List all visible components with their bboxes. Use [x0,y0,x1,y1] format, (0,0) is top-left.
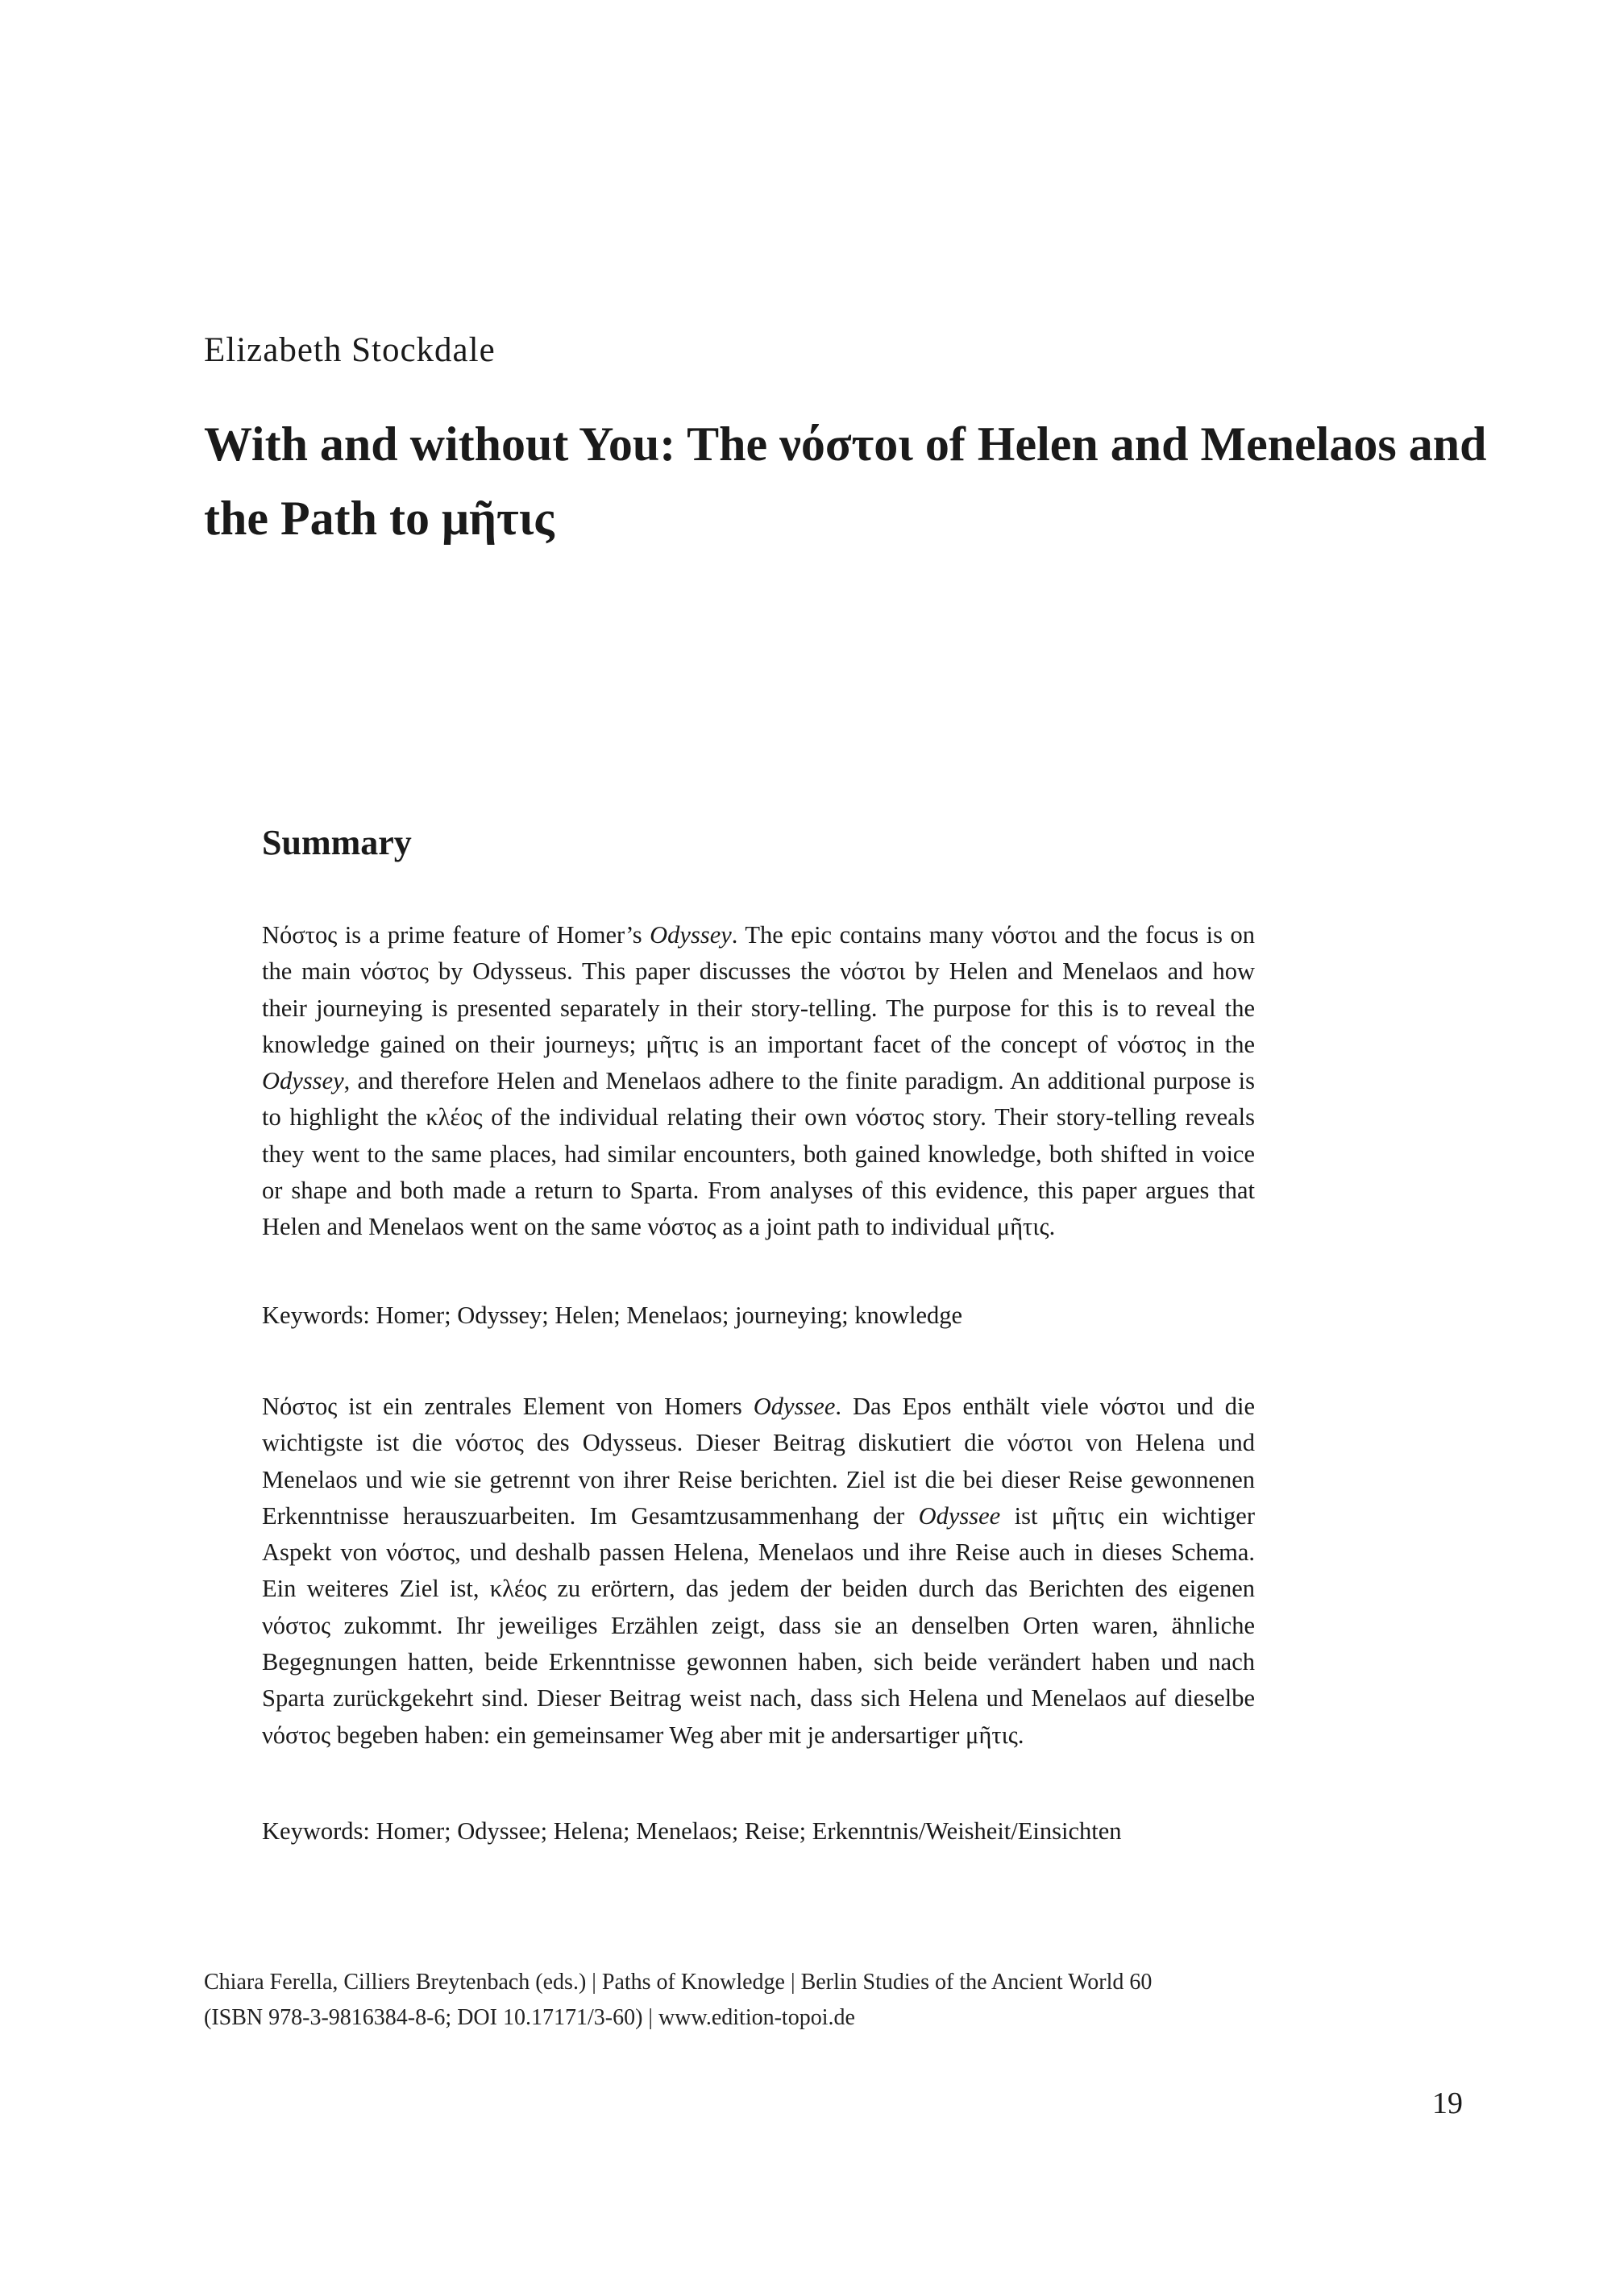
publication-footer [204,1965,1332,2036]
abstract-en-text-1: Νόστος is a prime feature of Homer’s [262,921,650,949]
abstract-de-text-2: . Das Epos enthält viele νόστοι und die wichtigste ist die νόστος des Odysseus. Dieser Beitrag diskutiert die νόστοι von Helena und Menelaos und wie sie getrennt von ihrer Reise berichten. Ziel ist die bei dieser Reise gewonnenen Erkenntnisse herauszuarbeiten. Im Gesamtzusammenhang der [262,1393,1255,1530]
summary-heading: Summary [262,823,412,862]
keywords-english: Keywords: Homer; Odyssey; Helen; Menelaos; journeying; knowledge [262,1302,963,1329]
abstract-de-text-3: ist μῆτις ein wichtiger Aspekt von νόστος, und deshalb passen Helena, Menelaos und ihre Reise auch in dieses Schema. Ein weiteres Ziel ist, κλέος zu erörtern, das jedem der beiden durch das Berichten des eigenen νόστος zukommt. Ihr jeweiliges Erzählen zeigt, dass sie an denselben Orten waren, ähnliche Begegnungen hatten, beide Erkenntnisse gewonnen haben, sich beide verändert haben und nach Sparta zurückgekehrt sind. Dieser Beitrag weist nach, dass sich Helena und Menelaos auf dieselbe νόστος begeben haben: ein gemeinsamer Weg aber mit je andersartiger μῆτις. [262,1501,1255,1749]
abstract-de-text-1: Νόστος ist ein zentrales Element von Homers [262,1393,754,1420]
abstract-en-italic-1: Odyssey [650,921,732,949]
abstract-de-italic-2: Odyssee [918,1501,1001,1530]
keywords-german: Keywords: Homer; Odyssee; Helena; Menelaos; Reise; Erkenntnis/Weisheit/Einsichten [262,1817,1122,1845]
abstract-en-italic-2: Odyssey [262,1067,344,1095]
author-name: Elizabeth Stockdale [204,331,496,369]
abstract-en-text-2: . The epic contains many νόστοι and the focus is on the main νόστος by Odysseus. This paper discusses the νόστοι by Helen and Menelaos and how their journeying is presented separately in their story-telling. The purpose for this is to reveal the knowledge gained on their journeys; μῆτις is an important facet of the concept of νόστος in the [262,921,1255,1058]
paper-title: With and without You: The νόστοι of Helen and Menelaos and the Path to μῆτις [204,417,1487,545]
abstract-english [262,917,1255,1246]
footer-citation-line: Chiara Ferella, Cilliers Breytenbach (eds.) | Paths of Knowledge | Berlin Studies of the Ancient World 60 [204,1970,1153,1995]
abstract-german [262,1389,1255,1754]
abstract-en-text-3: , and therefore Helen and Menelaos adhere to the finite paradigm. An additional purpose is to highlight the κλέος of the individual relating their own νόστος story. Their story-telling reveals they went to the same places, had similar encounters, both gained knowledge, both shifted in voice or shape and both made a return to Sparta. From analyses of this evidence, this paper argues that Helen and Menelaos went on the same νόστος as a joint path to individual μῆτις. [262,1067,1255,1241]
abstract-de-italic-1: Odyssee [753,1393,836,1420]
page-number: 19 [1432,2086,1463,2120]
footer-isbn-line: (ISBN 978-3-9816384-8-6; DOI 10.17171/3-60) | www.edition-topoi.de [204,2005,855,2030]
